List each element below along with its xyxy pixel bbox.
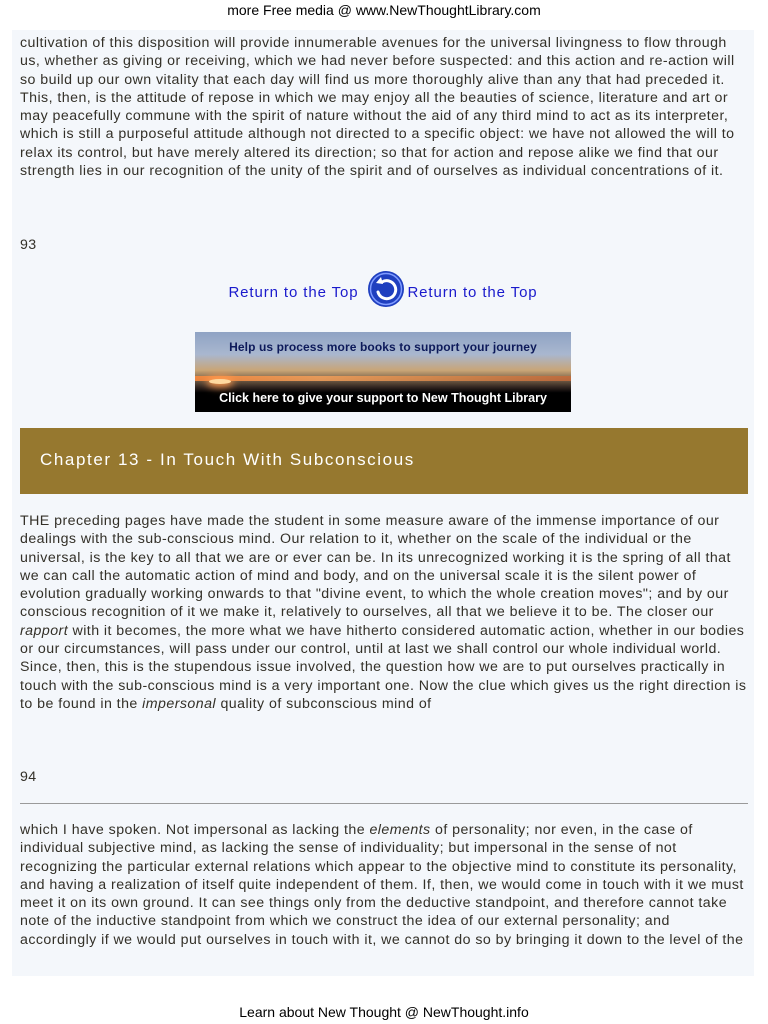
para2-text-b: of personality; nor even, in the case of individual subjective mind, as lacking the sense of individuality; but impersonal in the sense of not recognizing the particular external relations which appear to the objective mind to constitute its personality, and having a realization of itself quite independent of them. If, then, we would come in touch with it we must meet it on its own ground. It can see things only from the deductive standpoint, and therefore cannot take note of the inductive standpoint from which we construct the idea of our external personality; and accordingly if we would put ourselves in touch with it, we cannot do so by bringing it down to the level of the bbox=[20, 822, 744, 948]
support-banner[interactable] bbox=[195, 332, 571, 412]
site-header bbox=[0, 0, 768, 22]
banner-horizon bbox=[195, 376, 571, 381]
page-divider bbox=[20, 803, 748, 804]
para1-text-a: THE preceding pages have made the student in some measure aware of the immense importance of our dealings with the sub-conscious mind. Our relation to it, whether on the scale of the individual or the universal, is the key to all that we are or ever can be. In its unrecognized working it is the spring of all that we can call the automatic action of mind and body, and on the universal scale it is the silent power of evolution gradually working onwards to that "divine event, to which the whole creation moves"; and by our conscious recognition of it we make it, relatively to ourselves, all that we believe it to be. The closer our bbox=[20, 513, 731, 621]
page-number-94: 94 bbox=[20, 769, 37, 785]
banner-top-text: Help us process more books to support your journey bbox=[229, 340, 537, 354]
para1-impersonal: impersonal bbox=[142, 695, 217, 712]
paragraph-continued: cultivation of this disposition will provide innumerable avenues for the universal livingness to flow through us, whether as giving or receiving, which we had never before suspected: and this action and re-action will so build up our own vitality that each day will find us more thoroughly alive than any that had preceded it. This, then, is the attitude of repose in which we may enjoy all the beauties of science, literature and art or may peacefully commune with the spirit of nature without the aid of any third mind to act as its interpreter, which is still a purposeful attitude although not directed to a specific object: we have not allowed the will to relax its control, but have merely altered its direction; so that for action and repose alike we find that our strength lies in our recognition of the unity of the spirit and of ourselves as individual concentrations of it. bbox=[20, 35, 735, 180]
para2-text-a: which I have spoken. Not impersonal as lacking the bbox=[20, 822, 370, 838]
return-to-top-link-2[interactable]: Return to the Top bbox=[407, 283, 538, 301]
return-arrow-icon[interactable] bbox=[367, 270, 405, 308]
chapter-title: Chapter 13 - In Touch With Subconscious bbox=[40, 450, 415, 469]
chapter-paragraph-2 bbox=[20, 821, 748, 949]
chapter-paragraph-1 bbox=[20, 512, 748, 713]
banner-bottom-text: Click here to give your support to New Thought Library bbox=[219, 391, 547, 405]
footer-text: Learn about New Thought @ NewThought.info bbox=[239, 1004, 529, 1020]
header-text: more Free media @ www.NewThoughtLibrary.com bbox=[227, 2, 541, 18]
document-content bbox=[12, 30, 754, 976]
return-to-top-link[interactable]: Return to the Top bbox=[228, 283, 359, 301]
para1-text-c: quality of subconscious mind of bbox=[216, 695, 432, 712]
para2-elements: elements bbox=[369, 822, 431, 838]
page-number-93: 93 bbox=[20, 237, 37, 253]
chapter-heading-bar bbox=[20, 428, 748, 494]
site-footer bbox=[0, 1002, 768, 1024]
para1-text-b: with it becomes, the more what we have hitherto considered automatic action, whether in our bodies or our circumstances, will pass under our control, until at last we shall control our whole individual world. Since, then, this is the stupendous issue involved, the question how we are to put ourselves practically in touch with the sub-conscious mind is a very important one. Now the clue which gives us the right direction is to be found in the bbox=[20, 622, 747, 712]
para1-rapport: rapport bbox=[20, 622, 69, 639]
return-to-top-nav bbox=[12, 270, 754, 314]
banner-sun bbox=[209, 379, 231, 384]
